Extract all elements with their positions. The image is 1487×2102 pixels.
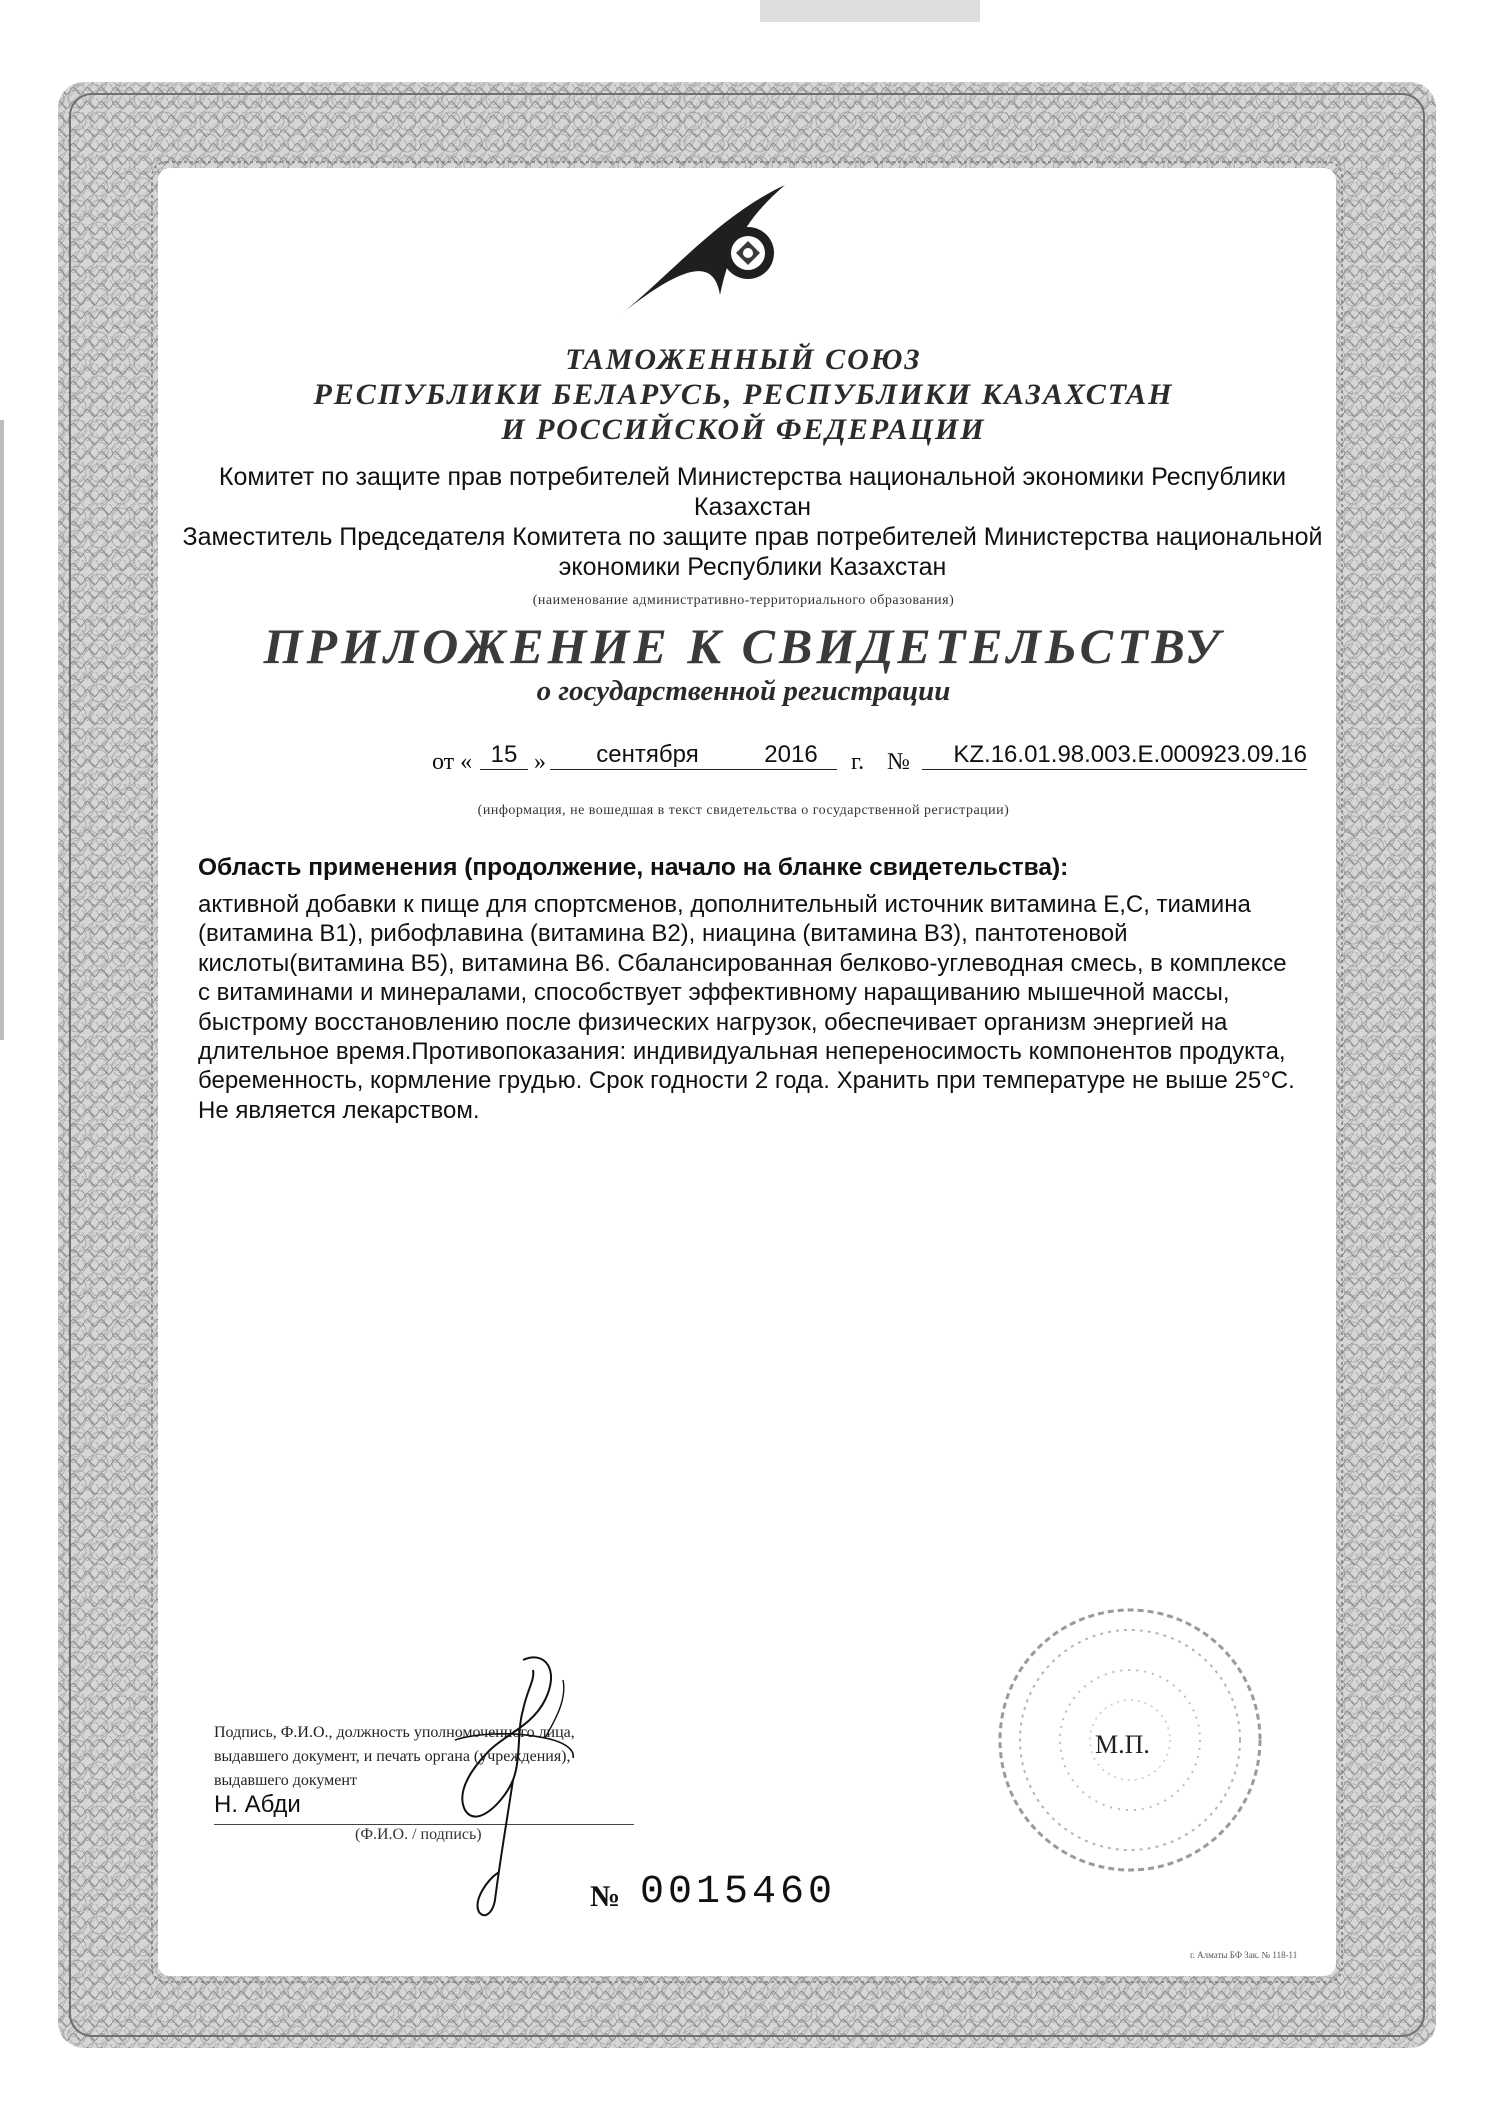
date-year: 2016	[745, 741, 837, 770]
scope-text: активной добавки к пище для спортсменов, дополнительный источник витамина Е,С, тиамина (витамина В1), рибофлавина (витамина В2), ниацина (витамина В3), пантотеновой кислоты(витамина В5), витамина В6. Сбалансированная белково-углеводная смесь, в комплексе с витаминами и минералами, способствует эффективному наращиванию мышечной массы, быстрому восстановлению после физических нагрузок, обеспечивает организм энергией на длительное время.Противопоказания: индивидуальная непереносимость компонентов продукта, беременность, кормление грудью. Срок годности 2 года. Хранить при температуре не выше 25°С. Не является лекарством.	[198, 891, 1295, 1124]
date-line	[432, 741, 1332, 781]
signer-name: Н. Абди	[214, 1791, 301, 1818]
date-close-quote: »	[534, 749, 546, 775]
committee-line: экономики Республики Казахстан	[558, 553, 947, 581]
document-title: ПРИЛОЖЕНИЕ К СВИДЕТЕЛЬСТВУ	[263, 618, 1224, 674]
date-month: сентября	[550, 741, 745, 770]
customs-union-title	[300, 342, 1187, 447]
committee-line: Казахстан	[693, 493, 812, 521]
registration-number: KZ.16.01.98.003.E.000923.09.16	[922, 741, 1307, 770]
union-title-line: И РОССИЙСКОЙ ФЕДЕРАЦИИ	[501, 413, 986, 446]
admin-caption: (наименование административно-территориального образования)	[532, 593, 955, 608]
number-label: №	[887, 749, 910, 775]
signature-caption: Подпись, Ф.И.О., должность уполномоченного лица, выдавшего документ, и печать органа (учреждения), выдавшего документ	[214, 1724, 575, 1789]
blank-number-sign: №	[590, 1880, 621, 1913]
date-from-label: от «	[432, 749, 473, 775]
info-caption: (информация, не вошедшая в текст свидетельства о государственной регистрации)	[477, 803, 1010, 818]
union-title-line: ТАМОЖЕННЫЙ СОЮЗ	[565, 343, 922, 376]
issuing-committee	[170, 462, 1335, 582]
scope-heading: Область применения (продолжение, начало на бланке свидетельства):	[198, 854, 1069, 881]
handwritten-signature	[395, 1640, 615, 1930]
date-year-suffix: г.	[851, 749, 865, 775]
date-day: 15	[480, 741, 528, 770]
committee-line: Заместитель Председателя Комитета по защите прав потребителей Министерства национальной	[182, 523, 1323, 551]
stamp-label: М.П.	[1095, 1730, 1150, 1759]
committee-line: Комитет по защите прав потребителей Министерства национальной экономики Республики	[218, 463, 1287, 491]
union-title-line: РЕСПУБЛИКИ БЕЛАРУСЬ, РЕСПУБЛИКИ КАЗАХСТАН	[313, 378, 1174, 411]
customs-union-emblem	[600, 175, 800, 325]
fio-caption: (Ф.И.О. / подпись)	[355, 1826, 482, 1843]
blank-number: 0015460	[640, 1870, 837, 1915]
print-note: г. Алматы БФ Зак. № 118-11	[1190, 1950, 1298, 1960]
document-subtitle: о государственной регистрации	[536, 675, 951, 707]
